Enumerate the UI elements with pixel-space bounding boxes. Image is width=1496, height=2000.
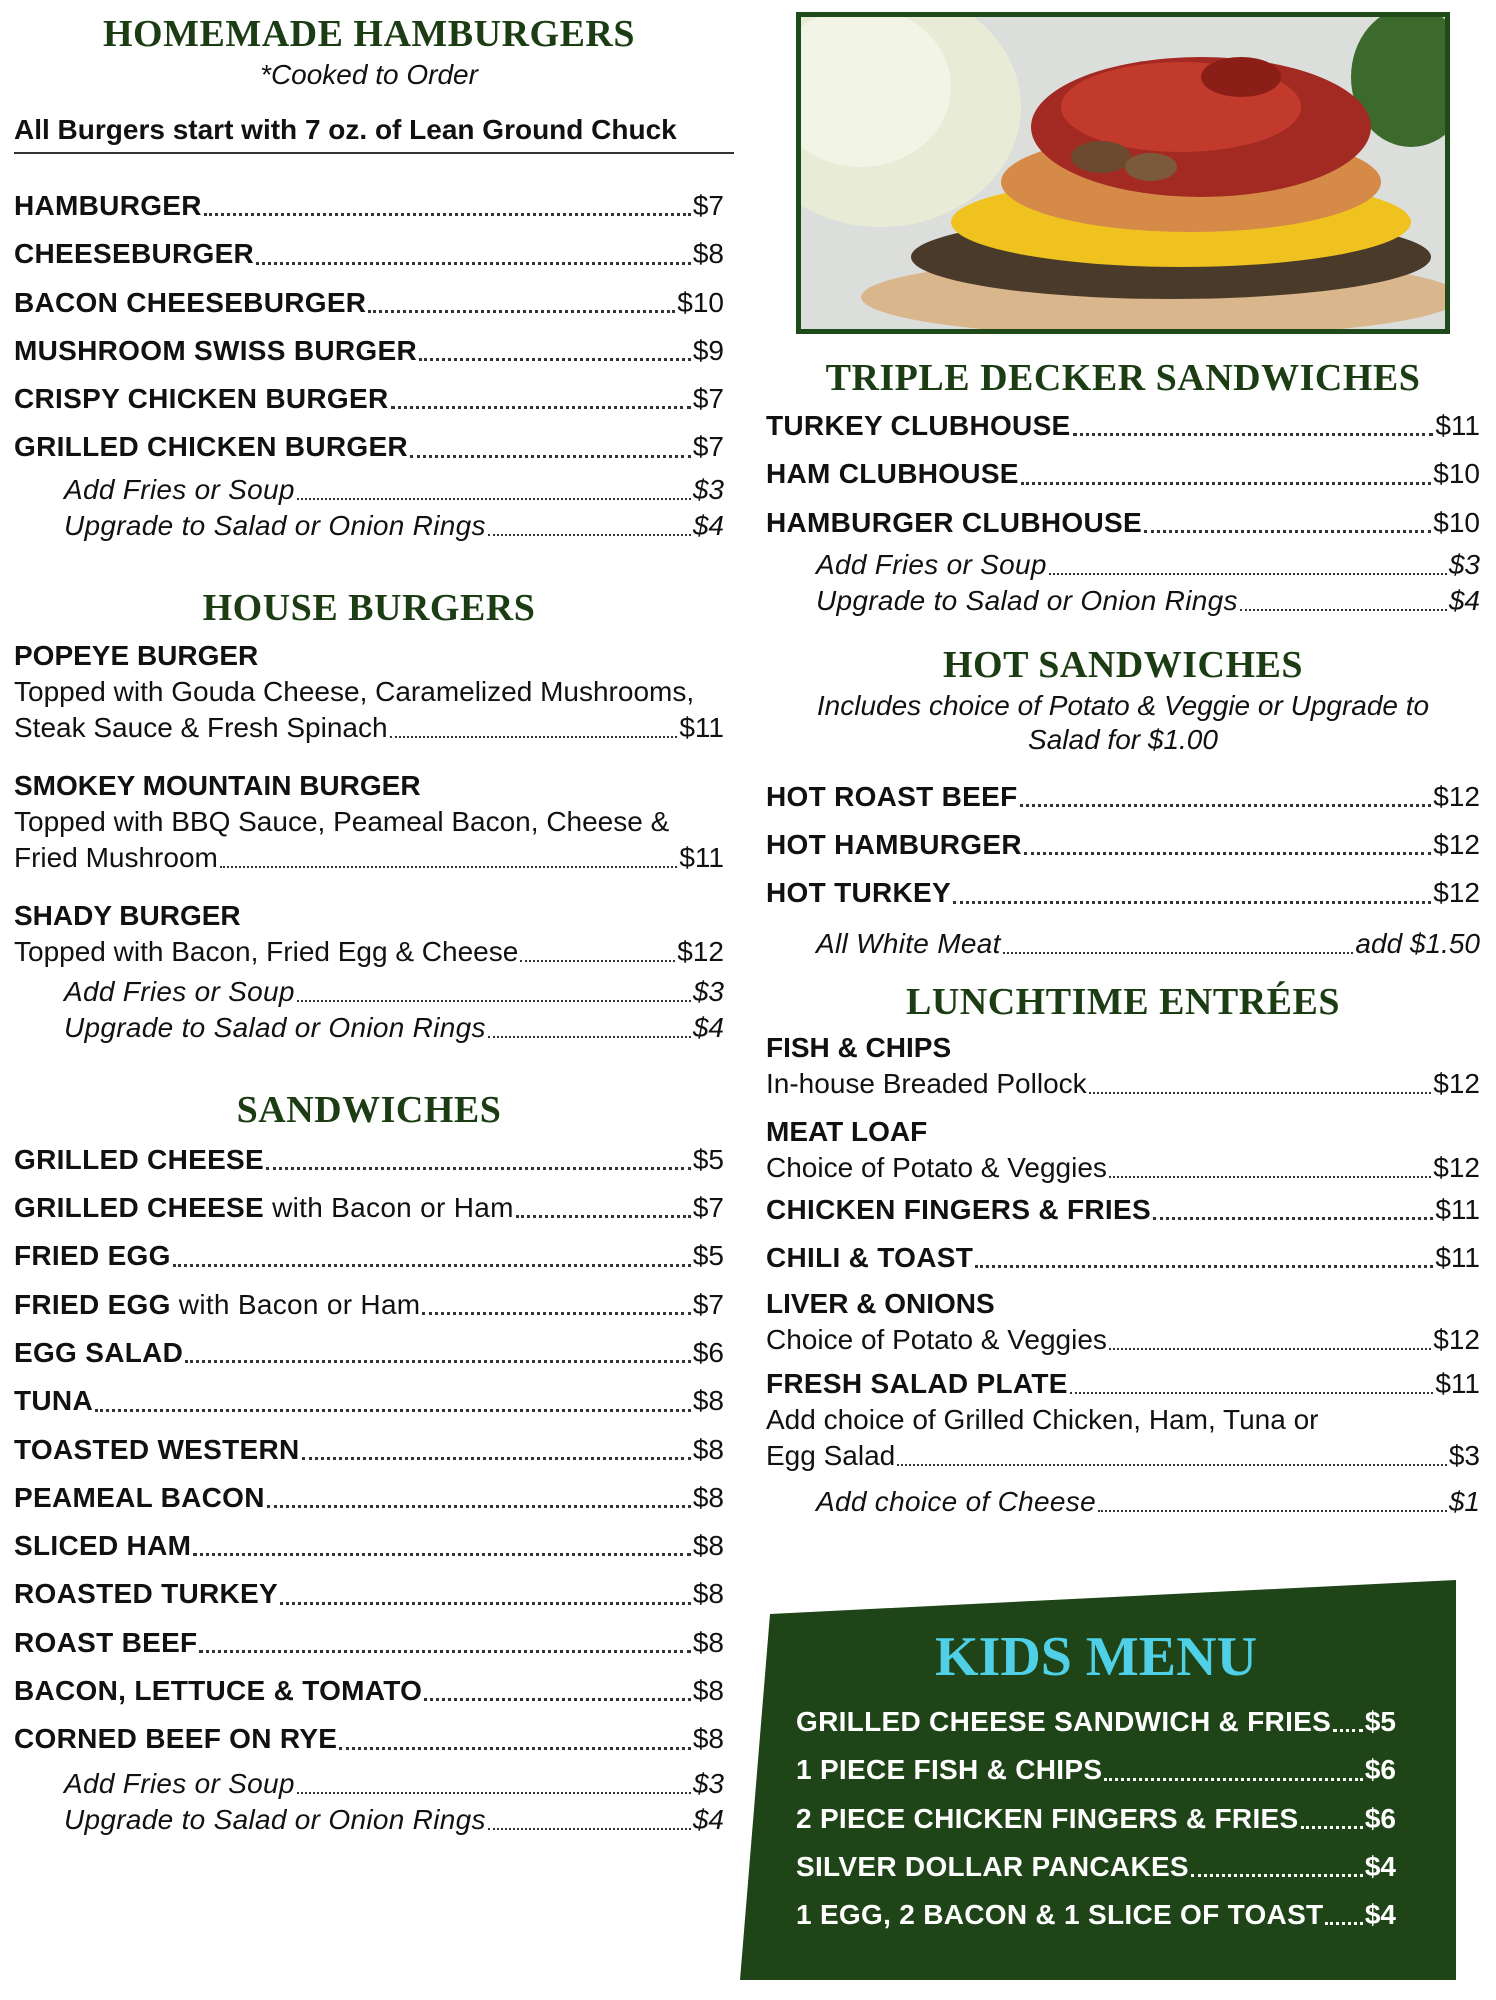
dot-leader [1109, 1348, 1431, 1350]
dot-leader [297, 1792, 691, 1794]
addon-name: Add Fries or Soup [64, 1767, 295, 1799]
item-name: SILVER DOLLAR PANCAKES [796, 1850, 1189, 1882]
item-name: BACON, LETTUCE & TOMATO [14, 1675, 423, 1707]
item-price: $4 [1364, 1899, 1396, 1931]
item-name: ROASTED TURKEY [14, 1578, 278, 1610]
item-price: $11 [679, 711, 724, 743]
item-description: Choice of Potato & Veggies [766, 1323, 1107, 1355]
dot-leader [1003, 952, 1354, 954]
dot-leader [302, 1457, 691, 1460]
section-note: Salad for $1.00 [1028, 723, 1218, 755]
item-price: $4 [1364, 1850, 1396, 1882]
dot-leader [1070, 1392, 1434, 1394]
menu-item [14, 1136, 724, 1184]
item-name: FRIED EGG with Bacon or Ham [14, 1288, 421, 1320]
dot-leader [1021, 482, 1431, 485]
addon-price: $3 [692, 975, 724, 1007]
item-name: CHICKEN FINGERS & FRIES [766, 1193, 1151, 1225]
item-price: $11 [1435, 410, 1480, 441]
dot-leader [1240, 609, 1447, 611]
item-price: $12 [1433, 1067, 1480, 1099]
item-description-line [766, 1150, 1480, 1186]
dot-leader [199, 1650, 690, 1653]
kids-menu-content [796, 1622, 1396, 1939]
addon-item [816, 1484, 1480, 1520]
addon-name: Upgrade to Salad or Onion Rings [816, 584, 1238, 616]
section-title: HOMEMADE HAMBURGERS [103, 13, 635, 55]
house-burger-item [14, 898, 724, 970]
item-description: Egg Salad [766, 1439, 896, 1471]
item-description: Fried Mushroom [14, 841, 218, 873]
item-name: CORNED BEEF ON RYE [14, 1723, 338, 1755]
item-price: $3 [1448, 1439, 1480, 1471]
dot-leader [1333, 1729, 1363, 1732]
dot-leader [220, 866, 678, 868]
addon-price: $4 [692, 1011, 724, 1043]
addon-list [14, 974, 724, 1046]
dot-leader [424, 1698, 691, 1701]
item-description-line [766, 1066, 1480, 1102]
item-price: $5 [1364, 1706, 1396, 1737]
dot-leader [1049, 573, 1447, 575]
menu-item [766, 773, 1480, 821]
item-price: $5 [692, 1143, 724, 1175]
item-name: CRISPY CHICKEN BURGER [14, 383, 389, 415]
menu-item [14, 375, 724, 423]
item-name: GRILLED CHEESE [14, 1143, 265, 1175]
item-name: EGG SALAD [14, 1336, 184, 1368]
item-name: CHEESEBURGER [14, 238, 255, 270]
item-name: 1 PIECE FISH & CHIPS [796, 1754, 1103, 1786]
item-price: $11 [679, 841, 724, 873]
addon-item [64, 508, 724, 544]
section-sandwiches [14, 1086, 724, 1838]
menu-item [14, 1426, 724, 1474]
dot-leader [95, 1409, 691, 1412]
menu-list [14, 182, 724, 472]
dot-leader [204, 213, 691, 216]
item-name: POPEYE BURGER [14, 639, 259, 671]
item-price: $10 [677, 286, 724, 318]
addon-item [64, 1010, 724, 1046]
dot-leader [1104, 1778, 1363, 1781]
section-subtitle: *Cooked to Order [260, 59, 478, 90]
dot-leader [339, 1747, 691, 1750]
item-name: GRILLED CHICKEN BURGER [14, 431, 408, 463]
menu-item [766, 1186, 1480, 1234]
menu-item [14, 1522, 724, 1570]
menu-item [796, 1843, 1396, 1891]
addon-price: $4 [692, 509, 724, 541]
dot-leader [1073, 433, 1434, 436]
section-title: TRIPLE DECKER SANDWICHES [825, 357, 1421, 399]
item-price: $12 [677, 935, 724, 967]
section-triple-decker [766, 354, 1480, 619]
dot-leader [953, 901, 1431, 904]
dot-leader [419, 358, 691, 361]
entree-item [766, 1286, 1480, 1358]
item-name: HOT TURKEY [766, 877, 951, 909]
item-price: $7 [692, 431, 724, 463]
house-burger-item [14, 638, 724, 746]
dot-leader [1325, 1922, 1362, 1925]
addon-name: Upgrade to Salad or Onion Rings [64, 1803, 486, 1835]
dot-leader [975, 1265, 1433, 1268]
dot-leader [488, 534, 691, 536]
dot-leader [1144, 530, 1431, 533]
item-price: $11 [1435, 1193, 1480, 1225]
addon-item [816, 583, 1480, 619]
menu-item [766, 499, 1480, 547]
section-hot-sandwiches [766, 641, 1480, 962]
item-price: $12 [1433, 1323, 1480, 1355]
item-price: $5 [692, 1240, 724, 1272]
house-burger-item [14, 768, 724, 876]
section-title: SANDWICHES [236, 1088, 502, 1131]
menu-item [14, 1570, 724, 1618]
item-price: $12 [1433, 877, 1480, 909]
item-price: $9 [692, 334, 724, 366]
addon-price: $3 [692, 473, 724, 505]
dot-leader [266, 1167, 691, 1170]
item-description: Add choice of Grilled Chicken, Ham, Tuna or [766, 1403, 1319, 1435]
addon-name: All White Meat [816, 927, 1001, 959]
dot-leader [1020, 804, 1432, 807]
dot-leader [297, 1000, 691, 1002]
item-name: FRIED EGG [14, 1240, 171, 1272]
item-description: Steak Sauce & Fresh Spinach [14, 711, 388, 743]
item-price: $8 [692, 1675, 724, 1707]
dot-leader [368, 310, 675, 313]
item-name: 2 PIECE CHICKEN FINGERS & FRIES [796, 1802, 1299, 1834]
menu-item [14, 1667, 724, 1715]
item-name: GRILLED CHEESE with Bacon or Ham [14, 1192, 514, 1224]
item-name: TURKEY CLUBHOUSE [766, 410, 1071, 441]
addon-name: Add Fries or Soup [64, 975, 295, 1007]
menu-item [14, 230, 724, 278]
item-description-line [14, 710, 724, 746]
section-lunchtime-entrees [766, 978, 1480, 1520]
item-name: PEAMEAL BACON [14, 1481, 265, 1513]
item-price: $12 [1433, 829, 1480, 861]
item-name: TUNA [14, 1385, 93, 1417]
dot-leader [488, 1828, 691, 1830]
item-name: MEAT LOAF [766, 1115, 928, 1147]
menu-item [796, 1698, 1396, 1746]
dot-leader [1153, 1217, 1433, 1220]
addon-item [64, 1802, 724, 1838]
menu-item [14, 423, 724, 471]
section-title: HOT SANDWICHES [942, 643, 1303, 686]
menu-item [14, 279, 724, 327]
item-name: SHADY BURGER [14, 899, 241, 931]
addon-item [816, 547, 1480, 583]
addon-price: $3 [692, 1767, 724, 1799]
left-column [14, 10, 724, 1838]
item-price: $6 [1364, 1754, 1396, 1786]
addon-name: Add choice of Cheese [816, 1485, 1096, 1517]
kids-menu-title: KIDS MENU [934, 1626, 1258, 1688]
menu-item [14, 1184, 724, 1232]
dot-leader [1301, 1826, 1363, 1829]
item-name: 1 EGG, 2 BACON & 1 SLICE OF TOAST [796, 1899, 1324, 1931]
addon-price: $1 [1448, 1485, 1480, 1517]
dot-leader [1024, 852, 1431, 855]
section-house-burgers [14, 584, 724, 1046]
item-name: ROAST BEEF [14, 1626, 198, 1658]
item-name: SMOKEY MOUNTAIN BURGER [14, 769, 421, 801]
item-description: In-house Breaded Pollock [766, 1067, 1087, 1099]
item-price: $7 [692, 1192, 724, 1224]
menu-list [766, 402, 1480, 547]
dot-leader [280, 1602, 691, 1605]
menu-item [766, 450, 1480, 498]
addon-price: $3 [1448, 548, 1480, 580]
item-name: HAM CLUBHOUSE [766, 458, 1019, 490]
item-description: Choice of Potato & Veggies [766, 1151, 1107, 1183]
kids-menu-panel [740, 1580, 1456, 1980]
item-description: Topped with Gouda Cheese, Caramelized Mushrooms, [14, 675, 695, 707]
menu-item [14, 1281, 724, 1329]
menu-item [14, 182, 724, 230]
item-price: $10 [1433, 458, 1480, 490]
section-note: Includes choice of Potato & Veggie or Upgrade to [816, 689, 1430, 721]
addon-price: $4 [692, 1803, 724, 1835]
dot-leader [193, 1553, 691, 1556]
item-name: FRESH SALAD PLATE [766, 1367, 1068, 1399]
item-price: $11 [1435, 1367, 1480, 1399]
item-name: CHILI & TOAST [766, 1241, 974, 1273]
item-description-line [14, 840, 724, 876]
menu-item [766, 1234, 1480, 1282]
dot-leader [173, 1264, 691, 1267]
entree-item [766, 1366, 1480, 1474]
dot-leader [390, 736, 678, 738]
item-price: $8 [692, 1626, 724, 1658]
entree-item [766, 1030, 1480, 1102]
item-name: FISH & CHIPS [766, 1031, 952, 1063]
item-description-line [766, 1438, 1480, 1474]
dot-leader [1089, 1092, 1432, 1094]
dot-leader [297, 498, 691, 500]
addon-list [14, 1766, 724, 1838]
item-price: $7 [692, 190, 724, 221]
menu-item [796, 1795, 1396, 1843]
entree-item [766, 1114, 1480, 1186]
addon-list [766, 1484, 1480, 1520]
item-description: Topped with Bacon, Fried Egg & Cheese [14, 935, 519, 967]
burger-intro: All Burgers start with 7 oz. of Lean Ground Chuck [14, 114, 734, 154]
item-name: HOT HAMBURGER [766, 829, 1022, 861]
section-homemade-hamburgers [14, 10, 724, 544]
item-description-line [766, 1322, 1480, 1358]
addon-name: Upgrade to Salad or Onion Rings [64, 1011, 486, 1043]
menu-item [14, 1474, 724, 1522]
item-price: $8 [692, 1723, 724, 1755]
menu-item [766, 1366, 1480, 1402]
item-price: $8 [692, 1385, 724, 1417]
dot-leader [1191, 1874, 1363, 1877]
menu-item [796, 1891, 1396, 1939]
item-price: $7 [692, 383, 724, 415]
item-name: HAMBURGER [14, 190, 202, 221]
menu-item [766, 402, 1480, 450]
menu-item [796, 1746, 1396, 1794]
right-column [766, 14, 1480, 1520]
section-title: HOUSE BURGERS [202, 586, 536, 629]
item-price: $6 [692, 1336, 724, 1368]
addon-name: Add Fries or Soup [816, 548, 1047, 580]
addon-item [64, 472, 724, 508]
item-name: HAMBURGER CLUBHOUSE [766, 506, 1142, 538]
dot-leader [267, 1505, 691, 1508]
item-price: $7 [692, 1288, 724, 1320]
item-name: TOASTED WESTERN [14, 1433, 300, 1465]
item-description: Topped with BBQ Sauce, Peameal Bacon, Cheese & [14, 805, 670, 837]
addon-name: Add Fries or Soup [64, 473, 295, 505]
menu-item [14, 1619, 724, 1667]
dot-leader [185, 1360, 691, 1363]
item-name: GRILLED CHEESE SANDWICH & FRIES [796, 1706, 1332, 1737]
addon-list [14, 472, 724, 544]
menu-item [14, 1232, 724, 1280]
addon-item [64, 974, 724, 1010]
dot-leader [488, 1036, 691, 1038]
item-price: $12 [1433, 1151, 1480, 1183]
addon-name: Upgrade to Salad or Onion Rings [64, 509, 486, 541]
item-name: BACON CHEESEBURGER [14, 286, 367, 318]
menu-item [766, 821, 1480, 869]
item-description-line [14, 934, 724, 970]
item-price: $12 [1433, 780, 1480, 812]
dot-leader [520, 960, 675, 962]
item-price: $8 [692, 1578, 724, 1610]
dot-leader [422, 1312, 690, 1315]
item-price: $8 [692, 238, 724, 270]
menu-item [14, 1329, 724, 1377]
menu-item [14, 1377, 724, 1425]
item-name: HOT ROAST BEEF [766, 780, 1018, 812]
dot-leader [391, 406, 691, 409]
item-price: $8 [692, 1433, 724, 1465]
addon-price: add $1.50 [1355, 927, 1480, 959]
item-price: $8 [692, 1481, 724, 1513]
addon-item [816, 926, 1480, 962]
menu-item [14, 327, 724, 375]
menu-item [766, 869, 1480, 917]
addon-item [64, 1766, 724, 1802]
menu-item [14, 1715, 724, 1763]
dot-leader [1109, 1176, 1431, 1178]
item-price: $10 [1433, 506, 1480, 538]
menu-list [14, 1136, 724, 1764]
dot-leader [897, 1464, 1447, 1466]
addon-list [766, 926, 1480, 962]
dot-leader [256, 262, 691, 265]
dot-leader [1098, 1510, 1447, 1512]
dot-leader [410, 455, 691, 458]
addon-price: $4 [1448, 584, 1480, 616]
dot-leader [516, 1215, 691, 1218]
item-price: $8 [692, 1530, 724, 1562]
item-name: LIVER & ONIONS [766, 1287, 995, 1319]
item-price: $6 [1364, 1802, 1396, 1834]
addon-list [766, 547, 1480, 619]
item-name: MUSHROOM SWISS BURGER [14, 334, 417, 366]
menu-list [766, 773, 1480, 918]
item-price: $11 [1435, 1241, 1480, 1273]
section-title: LUNCHTIME ENTRÉES [906, 980, 1340, 1023]
item-name: SLICED HAM [14, 1530, 192, 1562]
